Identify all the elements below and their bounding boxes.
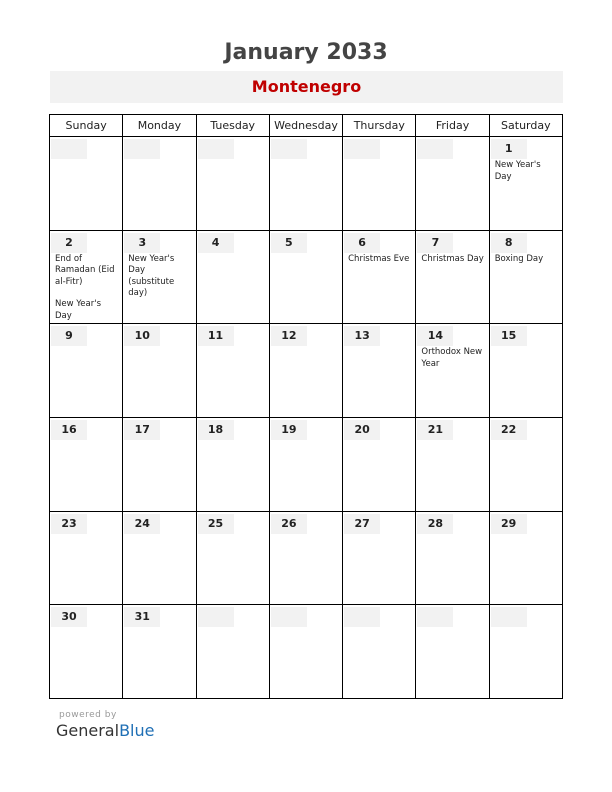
day-number <box>417 607 453 627</box>
day-cell[interactable] <box>196 417 269 511</box>
country-name: Montenegro <box>251 77 362 96</box>
day-number: 20 <box>344 420 380 440</box>
day-cell[interactable] <box>269 605 342 699</box>
day-number: 17 <box>124 420 160 440</box>
holiday-label: New Year's Day <box>55 299 102 321</box>
holiday-list <box>490 253 562 266</box>
holiday-label: Orthodox New Year <box>421 347 483 369</box>
day-number <box>271 607 307 627</box>
week-row <box>50 324 563 418</box>
weekday-header: Saturday <box>489 115 562 137</box>
brand-general: General <box>56 721 120 740</box>
day-cell[interactable] <box>50 511 123 605</box>
day-number: 4 <box>198 233 234 253</box>
day-cell[interactable] <box>343 417 416 511</box>
day-number: 1 <box>491 139 527 159</box>
day-number: 26 <box>271 514 307 534</box>
holiday-label: Christmas Day <box>421 253 484 264</box>
day-number <box>198 607 234 627</box>
day-cell[interactable] <box>123 417 196 511</box>
day-number: 10 <box>124 326 160 346</box>
day-number: 8 <box>491 233 527 253</box>
calendar-grid <box>49 114 563 699</box>
day-number: 7 <box>417 233 453 253</box>
day-cell[interactable] <box>123 230 196 324</box>
brand-logo[interactable] <box>56 721 154 740</box>
day-cell[interactable] <box>416 324 489 418</box>
day-cell[interactable] <box>489 417 562 511</box>
day-cell[interactable] <box>489 230 562 324</box>
day-number: 18 <box>198 420 234 440</box>
day-cell[interactable] <box>196 511 269 605</box>
day-number: 25 <box>198 514 234 534</box>
week-row <box>50 417 563 511</box>
weekday-header: Tuesday <box>196 115 269 137</box>
day-number: 24 <box>124 514 160 534</box>
day-cell[interactable] <box>269 324 342 418</box>
day-number: 31 <box>124 607 160 627</box>
day-cell[interactable] <box>416 230 489 324</box>
weekday-header: Sunday <box>50 115 123 137</box>
day-number: 14 <box>417 326 453 346</box>
day-number: 15 <box>491 326 527 346</box>
day-number: 22 <box>491 420 527 440</box>
day-number: 13 <box>344 326 380 346</box>
day-cell[interactable] <box>489 137 562 231</box>
day-cell[interactable] <box>50 137 123 231</box>
day-cell[interactable] <box>123 511 196 605</box>
day-number <box>124 139 160 159</box>
weekday-header: Thursday <box>343 115 416 137</box>
day-number: 16 <box>51 420 87 440</box>
day-number <box>198 139 234 159</box>
day-number: 2 <box>51 233 87 253</box>
day-number <box>271 139 307 159</box>
weekday-header-row <box>50 115 563 137</box>
day-number: 19 <box>271 420 307 440</box>
holiday-list <box>343 253 415 266</box>
day-cell[interactable] <box>416 605 489 699</box>
weekday-header: Friday <box>416 115 489 137</box>
day-number: 29 <box>491 514 527 534</box>
day-cell[interactable] <box>343 230 416 324</box>
day-number: 23 <box>51 514 87 534</box>
day-cell[interactable] <box>50 324 123 418</box>
holiday-label: End of Ramadan (Eid al-Fitr) <box>55 253 115 287</box>
day-cell[interactable] <box>50 605 123 699</box>
day-number: 5 <box>271 233 307 253</box>
day-number: 9 <box>51 326 87 346</box>
day-number: 3 <box>124 233 160 253</box>
day-cell[interactable] <box>343 605 416 699</box>
holiday-label: Boxing Day <box>494 253 544 264</box>
day-number: 30 <box>51 607 87 627</box>
week-row <box>50 605 563 699</box>
day-cell[interactable] <box>123 324 196 418</box>
day-cell[interactable] <box>489 324 562 418</box>
day-cell[interactable] <box>269 137 342 231</box>
footer-branding <box>56 710 154 740</box>
day-cell[interactable] <box>269 511 342 605</box>
week-row <box>50 230 563 324</box>
brand-blue: Blue <box>119 721 155 740</box>
day-cell[interactable] <box>196 230 269 324</box>
day-cell[interactable] <box>343 324 416 418</box>
day-cell[interactable] <box>196 605 269 699</box>
day-cell[interactable] <box>123 605 196 699</box>
holiday-list <box>416 253 488 266</box>
page-title: January 2033 <box>224 40 388 65</box>
holiday-list <box>50 253 122 323</box>
day-cell[interactable] <box>269 417 342 511</box>
weekday-header: Wednesday <box>269 115 342 137</box>
day-cell[interactable] <box>50 417 123 511</box>
country-banner <box>50 71 563 103</box>
calendar-body <box>50 137 563 699</box>
holiday-list <box>490 159 562 183</box>
day-number: 6 <box>344 233 380 253</box>
day-cell[interactable] <box>416 137 489 231</box>
day-number <box>344 139 380 159</box>
day-number: 21 <box>417 420 453 440</box>
holiday-label: New Year's Day <box>494 160 541 182</box>
week-row <box>50 511 563 605</box>
holiday-label: New Year's Day (substitute day) <box>128 253 175 299</box>
day-cell[interactable] <box>489 605 562 699</box>
day-number: 12 <box>271 326 307 346</box>
day-cell[interactable] <box>196 137 269 231</box>
day-number <box>417 139 453 159</box>
day-number: 27 <box>344 514 380 534</box>
powered-by-label: powered by <box>59 710 117 720</box>
day-cell[interactable] <box>343 511 416 605</box>
day-number: 28 <box>417 514 453 534</box>
day-number: 11 <box>198 326 234 346</box>
day-cell[interactable] <box>416 417 489 511</box>
day-cell[interactable] <box>123 137 196 231</box>
holiday-list <box>416 346 488 370</box>
day-cell[interactable] <box>343 137 416 231</box>
day-cell[interactable] <box>196 324 269 418</box>
day-cell[interactable] <box>50 230 123 324</box>
holiday-list <box>123 253 195 300</box>
day-cell[interactable] <box>489 511 562 605</box>
holiday-label: Christmas Eve <box>348 253 410 264</box>
weekday-header: Monday <box>123 115 196 137</box>
week-row <box>50 137 563 231</box>
day-number <box>491 607 527 627</box>
day-number <box>51 139 87 159</box>
day-cell[interactable] <box>416 511 489 605</box>
day-number <box>344 607 380 627</box>
day-cell[interactable] <box>269 230 342 324</box>
